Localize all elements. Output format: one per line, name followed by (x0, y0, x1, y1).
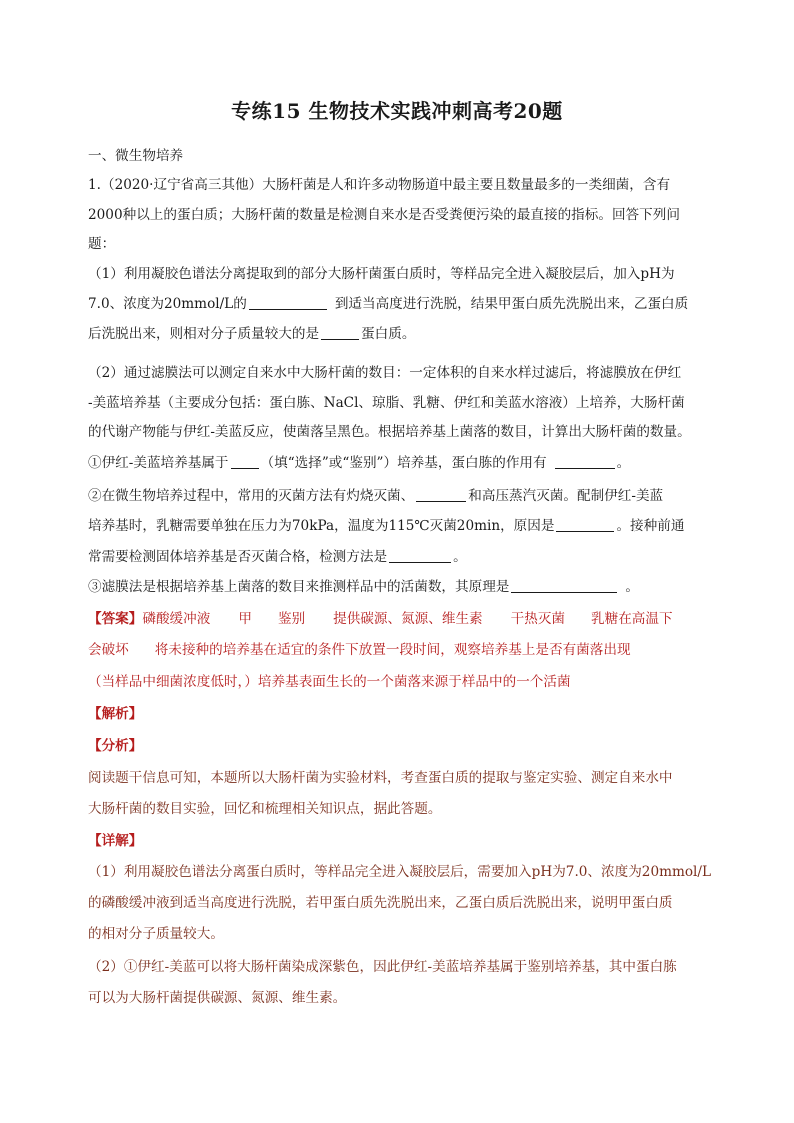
fenxi-tag: 【分析】 (88, 738, 143, 754)
answer-tag: 【答案】 (88, 611, 143, 627)
part2-line-2: -美蓝培养基（主要成分包括：蛋白胨、NaCl、琼脂、乳糖、伊红和美蓝水溶液）上培养，大肠杆菌 (88, 395, 685, 411)
section-heading: 一、微生物培养 (88, 148, 184, 164)
answer-line-1 (88, 609, 718, 629)
subq2-line-3 (88, 547, 718, 567)
answer-blank-4[interactable] (555, 454, 615, 469)
subq2-text-e: 常需要检测固体培养基是否灭菌合格，检测方法是 (88, 549, 388, 565)
part1-text-b: 到适当高度进行洗脱，结果甲蛋白质先洗脱出来，乙蛋白质 (334, 296, 689, 312)
part1-line-2 (88, 294, 718, 314)
page-title: 专练15 生物技术实践冲刺高考20题 (231, 99, 563, 123)
subq3-text-b: 。 (625, 579, 639, 595)
subq2-line-2 (88, 516, 718, 536)
part1-text-d: 蛋白质。 (361, 326, 416, 342)
answer-text-b: 将未接种的培养基在适宜的条件下放置一段时间，观察培养基上是否有菌落出现 (154, 642, 631, 658)
subq1-text-b: （填“选择”或“鉴别”）培养基，蛋白胨的作用有 (260, 455, 547, 471)
subq2-text-d: 。接种前通 (616, 518, 685, 534)
answer-item-5: 干热灭菌 (510, 611, 566, 627)
subq2-text-f: 。 (453, 549, 467, 565)
answer-text-a: 会破坏 (88, 642, 129, 658)
fenxi-line-2: 大肠杆菌的数目实验，回忆和梳理相关知识点，据此答题。 (88, 801, 442, 817)
answer-item-6: 乳糖在高温下 (591, 611, 673, 627)
answer-blank-2[interactable] (321, 325, 359, 340)
answer-blank-1[interactable] (249, 295, 327, 310)
subq3-text-a: ③滤膜法是根据培养基上菌落的数目来推测样品中的活菌数，其原理是 (88, 579, 510, 595)
detail-line-3: 的相对分子质量较大。 (88, 926, 224, 942)
subq1-line (88, 453, 718, 473)
answer-line-2 (88, 640, 718, 660)
answer-blank-6[interactable] (556, 517, 614, 532)
subq2-text-b: 和高压蒸汽灭菌。配制伊红-美蓝 (468, 488, 664, 504)
answer-item-2: 甲 (238, 611, 252, 627)
subq2-text-c: 培养基时，乳糖需要单独在压力为70kPa，温度为115℃灭菌20min，原因是 (88, 518, 555, 534)
detail-tag: 【详解】 (88, 833, 143, 849)
part1-text-c: 后洗脱出来，则相对分子质量较大的是 (88, 326, 320, 342)
subq1-text-c: 。 (616, 455, 631, 471)
detail-line-5: 可以为大肠杆菌提供碳源、氮源、维生素。 (88, 990, 347, 1006)
subq2-text-a: ②在微生物培养过程中，常用的灭菌方法有灼烧灭菌、 (88, 488, 415, 504)
answer-blank-8[interactable] (511, 578, 617, 593)
subq3-line (88, 577, 718, 597)
part1-line-1: （1）利用凝胶色谱法分离提取到的部分大肠杆菌蛋白质时，等样品完全进入凝胶层后，加入pH为 (88, 266, 675, 282)
answer-blank-7[interactable] (389, 548, 451, 563)
part1-text-a: 7.0、浓度为20mmol/L的 (88, 296, 247, 312)
subq1-text-a: ①伊红-美蓝培养基属于 (88, 455, 229, 471)
fenxi-line-1: 阅读题干信息可知，本题所以大肠杆菌为实验材料，考查蛋白质的提取与鉴定实验、测定自来水中 (88, 770, 673, 786)
question-line-2: 2000种以上的蛋白质；大肠杆菌的数量是检测自来水是否受粪便污染的最直接的指标。回答下列问 (88, 207, 680, 223)
answer-blank-3[interactable] (231, 454, 259, 469)
answer-item-4: 提供碳源、氮源、维生素 (333, 611, 483, 627)
part2-line-1: （2）通过滤膜法可以测定自来水中大肠杆菌的数目：一定体积的自来水样过滤后，将滤膜放在伊红 (88, 365, 682, 381)
detail-line-4: （2）①伊红-美蓝可以将大肠杆菌染成深紫色，因此伊红-美蓝培养基属于鉴别培养基，其中蛋白胨 (88, 959, 677, 975)
answer-line-3: （当样品中细菌浓度低时，）培养基表面生长的一个菌落来源于样品中的一个活菌 (88, 674, 571, 690)
answer-item-3: 鉴别 (277, 611, 306, 627)
detail-line-2: 的磷酸缓冲液到适当高度进行洗脱，若甲蛋白质先洗脱出来，乙蛋白质后洗脱出来，说明甲蛋白质 (88, 895, 673, 911)
question-line-1: 1.（2020·辽宁省高三其他）大肠杆菌是人和许多动物肠道中最主要且数量最多的一类细菌，含有 (88, 177, 671, 193)
answer-blank-5[interactable] (416, 487, 466, 502)
detail-line-1: （1）利用凝胶色谱法分离蛋白质时，等样品完全进入凝胶层后，需要加入pH为7.0、浓度为20mmol/L (88, 864, 712, 880)
question-line-3: 题： (88, 236, 116, 252)
subq2-line-1 (88, 486, 718, 506)
answer-item-1: 磷酸缓冲液 (142, 611, 211, 627)
analysis-tag: 【解析】 (88, 706, 143, 722)
part2-line-3: 的代谢产物能与伊红-美蓝反应，使菌落呈黑色。根据培养基上菌落的数目，计算出大肠杆菌的数量。 (88, 424, 691, 440)
part1-line-3 (88, 324, 718, 344)
